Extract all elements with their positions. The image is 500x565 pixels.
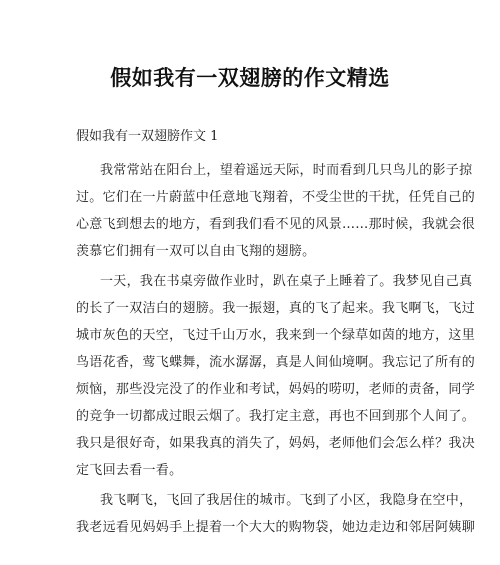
paragraph: [76, 487, 476, 541]
document-body: [76, 128, 476, 544]
text-line: 我飞啊飞，飞回了我居住的城市。飞到了小区，我隐身在空中，: [100, 493, 473, 508]
document-title: 假如我有一双翅膀的作文精选: [110, 66, 390, 90]
text-line: 一天，我在书桌旁做作业时，趴在桌子上睡着了。我梦见自己真: [100, 274, 473, 289]
text-line: 我只是很好奇，如果我真的消失了，妈妈，老师他们会怎么样？我决: [76, 436, 476, 451]
text-line: 的竞争一切都成过眼云烟了。我打定主意，再也不回到那个人间了。: [76, 409, 476, 424]
text-line: 鸟语花香，莺飞蝶舞，流水潺潺，真是人间仙境啊。我忘记了所有的: [76, 355, 476, 370]
text-line: 心意飞到想去的地方，看到我们看不见的风景……那时候，我就会很: [76, 217, 476, 232]
paragraph: [76, 157, 476, 265]
paragraph: [76, 268, 476, 484]
text-line: 我常常站在阳台上，望着遥远天际，时而看到几只鸟儿的影子掠: [100, 163, 473, 178]
text-line: 烦恼，那些没完没了的作业和考试，妈妈的唠叨，老师的责备，同学: [76, 382, 476, 397]
text-line: 我老远看见妈妈手上提着一个大大的购物袋，她边走边和邻居阿姨聊: [76, 520, 476, 535]
text-line: 过。它们在一片蔚蓝中任意地飞翔着，不受尘世的干扰，任凭自己的: [76, 190, 476, 205]
text-line: 羡慕它们拥有一双可以自由飞翔的翅膀。: [76, 244, 316, 259]
text-line: 城市灰色的天空，飞过千山万水，我来到一个绿草如茵的地方，这里: [76, 328, 476, 343]
essay-subheading: 假如我有一双翅膀作文 1: [76, 129, 219, 144]
text-line: 的长了一双洁白的翅膀。我一振翅，真的飞了起来。我飞啊飞，飞过: [76, 301, 476, 316]
text-line: 定飞回去看一看。: [76, 463, 183, 478]
